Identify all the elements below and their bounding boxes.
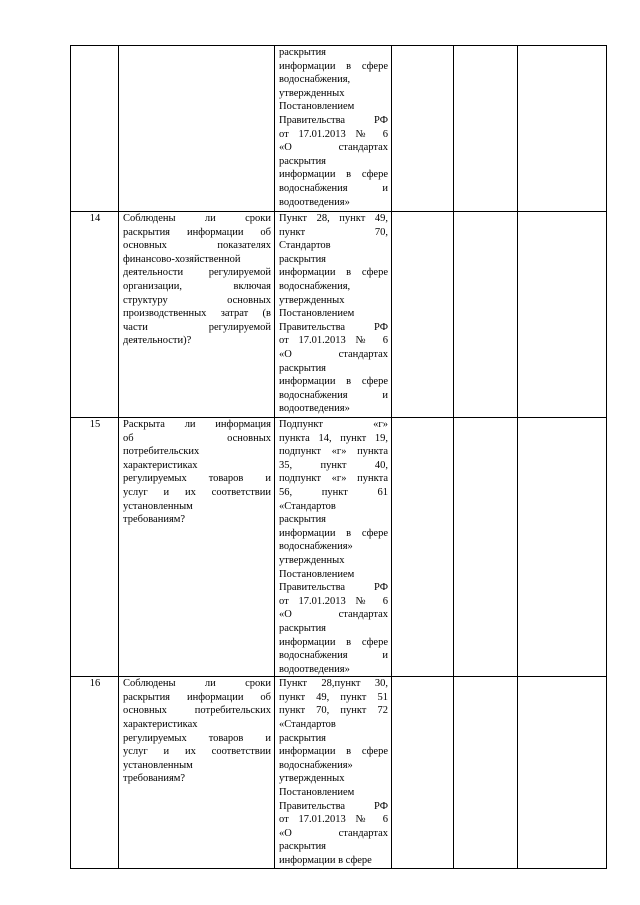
text-line: «О стандартах (279, 142, 388, 154)
note-cell (518, 418, 607, 677)
text-line: «О стандартах (279, 609, 388, 621)
text-line: информации в сфере (279, 527, 388, 539)
text-line: Правительства РФ (279, 114, 388, 126)
text-line: Пункт 28,пункт 30, (279, 678, 388, 690)
answer-yes-cell (392, 212, 454, 418)
answer-no-cell (454, 46, 518, 212)
text-line: раскрытия информации об (123, 691, 271, 703)
text-line: деятельности регулируемой (123, 267, 271, 279)
text-line: от 17.01.2013 № 6 (279, 814, 388, 826)
text-line: информации в сфере (279, 855, 372, 866)
text-line: «Стандартов (279, 719, 336, 731)
text-line: раскрытия (279, 841, 327, 853)
text-line: подпункт «г» пункта (279, 473, 388, 485)
text-line: от 17.01.2013 № 6 (279, 128, 388, 140)
table-row (71, 46, 607, 212)
text-line: Стандартов (279, 240, 331, 252)
table-row (71, 418, 607, 677)
text-line: требованиям? (123, 514, 186, 526)
row-number (71, 46, 119, 212)
answer-yes-cell (392, 677, 454, 868)
text-line: организации, включая (123, 280, 271, 292)
text-line: Правительства РФ (279, 582, 388, 594)
text-line: водоотведения» (279, 663, 350, 675)
text-line: информации в сфере (279, 60, 388, 72)
text-line: водоснабжения, (279, 74, 351, 86)
text-line: пункт 49, пункт 51 (279, 691, 388, 703)
answer-no-cell (454, 677, 518, 868)
text-line: регулируемых товаров и (123, 473, 271, 485)
text-line: требованиям? (123, 773, 186, 785)
text-line: водоснабжения, (279, 280, 351, 292)
question-cell (119, 46, 275, 212)
text-line: информации в сфере (279, 376, 388, 388)
text-line: Постановлением (279, 308, 355, 320)
text-line: основных потребительских (123, 705, 271, 717)
text-line: основных показателях (123, 240, 271, 252)
text-line: деятельности)? (123, 335, 192, 347)
text-line: Пункт 28, пункт 49, (279, 213, 388, 224)
text-line: водоотведения» (279, 403, 350, 415)
row-number: 14 (71, 212, 119, 418)
text-line: «Стандартов (279, 500, 336, 512)
text-line: от 17.01.2013 № 6 (279, 335, 388, 347)
legal-reference-cell (275, 212, 392, 418)
text-line: «О стандартах (279, 348, 388, 360)
text-line: Постановлением (279, 568, 355, 580)
text-line: части регулируемой (123, 321, 271, 333)
text-line: Соблюдены ли сроки (123, 213, 271, 224)
text-line: утвержденных (279, 87, 345, 99)
text-line: производственных затрат (в (123, 308, 271, 320)
text-line: структуру основных (123, 294, 271, 306)
row-number: 15 (71, 418, 119, 677)
answer-no-cell (454, 418, 518, 677)
text-line: пункт 70, (279, 226, 388, 238)
text-line: раскрытия (279, 362, 327, 374)
text-line: водоснабжения и (279, 182, 388, 194)
text-line: утвержденных (279, 773, 345, 785)
text-line: «О стандартах (279, 827, 388, 839)
text-line: водоотведения» (279, 196, 350, 208)
question-cell (119, 677, 275, 868)
text-line: потребительских (123, 446, 200, 458)
note-cell (518, 212, 607, 418)
text-line: утвержденных (279, 554, 345, 566)
text-line: характеристиках (123, 459, 198, 471)
text-line: установленным (123, 759, 193, 771)
text-line: Постановлением (279, 787, 355, 799)
text-line: раскрытия информации об (123, 226, 271, 238)
legal-reference-cell (275, 46, 392, 212)
question-cell (119, 418, 275, 677)
text-line: водоснабжения» (279, 541, 353, 553)
table-row (71, 212, 607, 418)
text-line: раскрытия (279, 622, 327, 634)
text-line: водоснабжения и (279, 389, 388, 401)
text-line: раскрытия (279, 253, 327, 265)
text-line: Раскрыта ли информация (123, 419, 271, 430)
text-line: раскрытия (279, 47, 327, 58)
text-line: установленным (123, 500, 193, 512)
legal-reference-cell (275, 677, 392, 868)
inspection-checklist-table (70, 45, 607, 869)
answer-yes-cell (392, 46, 454, 212)
text-line: пункт 70, пункт 72 (279, 705, 388, 717)
text-line: подпункт «г» пункта (279, 446, 388, 458)
legal-reference-cell (275, 418, 392, 677)
text-line: Подпункт «г» (279, 419, 388, 430)
text-line: характеристиках (123, 719, 198, 731)
text-line: об основных (123, 432, 271, 444)
text-line: раскрытия (279, 514, 327, 526)
text-line: 56, пункт 61 (279, 486, 388, 498)
text-line: пункта 14, пункт 19, (279, 432, 388, 444)
table-row (71, 677, 607, 868)
text-line: регулируемых товаров и (123, 732, 271, 744)
text-line: Постановлением (279, 101, 355, 113)
question-cell (119, 212, 275, 418)
text-line: информации в сфере (279, 267, 388, 279)
text-line: водоснабжения» (279, 759, 353, 771)
text-line: информации в сфере (279, 636, 388, 648)
answer-yes-cell (392, 418, 454, 677)
text-line: Правительства РФ (279, 321, 388, 333)
text-line: утвержденных (279, 294, 345, 306)
text-line: услуг и их соответствии (123, 746, 271, 758)
row-number: 16 (71, 677, 119, 868)
answer-no-cell (454, 212, 518, 418)
text-line: финансово-хозяйственной (123, 253, 241, 265)
text-line: услуг и их соответствии (123, 486, 271, 498)
text-line: 35, пункт 40, (279, 459, 388, 471)
text-line: от 17.01.2013 № 6 (279, 595, 388, 607)
text-line: Соблюдены ли сроки (123, 678, 271, 690)
text-line: водоснабжения и (279, 650, 388, 662)
text-line: информации в сфере (279, 746, 388, 758)
text-line: раскрытия (279, 732, 327, 744)
text-line: Правительства РФ (279, 800, 388, 812)
note-cell (518, 46, 607, 212)
text-line: информации в сфере (279, 169, 388, 181)
note-cell (518, 677, 607, 868)
text-line: раскрытия (279, 155, 327, 167)
